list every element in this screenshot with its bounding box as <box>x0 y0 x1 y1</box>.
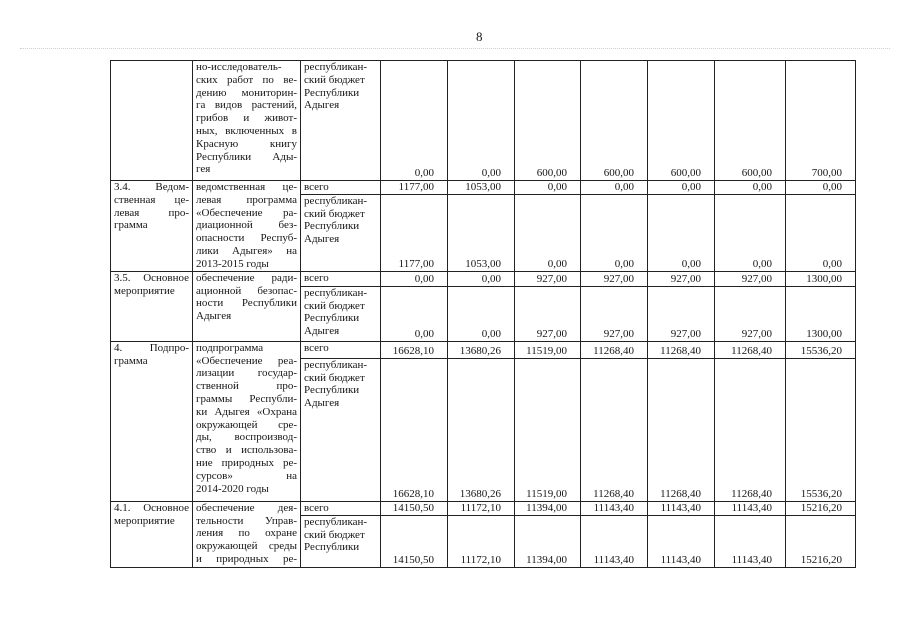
value-cell: 700,00 <box>786 61 856 181</box>
text-line: ский бюджет <box>304 207 365 220</box>
row-code <box>111 181 193 272</box>
value-cell: 11268,40 <box>581 358 648 501</box>
value-cell: 15536,20 <box>786 341 856 358</box>
value-cell: 14150,50 <box>381 501 448 515</box>
funding-source <box>301 515 381 567</box>
text-line: грамма <box>114 219 148 232</box>
value-cell: 1177,00 <box>381 181 448 195</box>
value-cell: 11143,40 <box>581 501 648 515</box>
value-cell: 11519,00 <box>515 341 581 358</box>
text-line: 4.1. Основное <box>114 501 189 514</box>
value-cell: 11394,00 <box>515 501 581 515</box>
value-cell: 927,00 <box>515 286 581 341</box>
text-line: граммы Республи- <box>196 392 297 405</box>
text-line: обеспечение ради- <box>196 271 297 284</box>
text-line: Республики <box>304 312 360 325</box>
text-line: ский бюджет <box>304 73 365 86</box>
text-line: республикан- <box>304 61 368 73</box>
value-cell: 0,00 <box>448 286 515 341</box>
value-cell: 0,00 <box>581 181 648 195</box>
value-cell: 14150,50 <box>381 515 448 567</box>
funding-source <box>301 501 381 515</box>
value-cell: 11143,40 <box>648 501 715 515</box>
text-line: всего <box>304 341 329 354</box>
text-line: республикан- <box>304 286 368 299</box>
value-cell: 927,00 <box>648 271 715 286</box>
value-cell: 0,00 <box>448 61 515 181</box>
text-line: ский бюджет <box>304 371 365 384</box>
value-cell: 15216,20 <box>786 501 856 515</box>
text-line: и природных ре- <box>196 552 297 565</box>
table-row <box>111 181 856 195</box>
funding-source <box>301 341 381 358</box>
page-number: 8 <box>476 29 483 44</box>
value-cell: 0,00 <box>381 286 448 341</box>
text-line: обеспечение дея- <box>196 501 297 514</box>
text-line: ности Республики <box>196 297 297 310</box>
value-cell: 11172,10 <box>448 515 515 567</box>
value-cell: 600,00 <box>648 61 715 181</box>
text-line: мероприятие <box>114 514 175 527</box>
row-code <box>111 341 193 501</box>
funding-source <box>301 194 381 271</box>
text-line: ственная це- <box>114 193 189 206</box>
funding-source <box>301 271 381 286</box>
text-line: окружающей сре- <box>196 418 297 431</box>
value-cell: 0,00 <box>515 194 581 271</box>
value-cell: 11268,40 <box>648 358 715 501</box>
funding-source <box>301 358 381 501</box>
value-cell: 15536,20 <box>786 358 856 501</box>
text-line: грибов и живот- <box>196 112 297 125</box>
value-cell: 927,00 <box>715 271 786 286</box>
table-row <box>111 501 856 515</box>
text-line: грамма <box>114 354 148 367</box>
row-description <box>193 271 301 341</box>
value-cell: 927,00 <box>581 271 648 286</box>
table-row <box>111 61 856 181</box>
value-cell: 0,00 <box>715 181 786 195</box>
value-cell: 0,00 <box>648 181 715 195</box>
text-line: Республики <box>304 541 360 554</box>
text-line: ных, включенных в <box>196 124 297 137</box>
text-line: Республики <box>304 220 360 233</box>
text-line: Республики Ады- <box>196 150 297 163</box>
value-cell: 13680,26 <box>448 341 515 358</box>
text-line: ственной про- <box>196 380 297 393</box>
value-cell: 15216,20 <box>786 515 856 567</box>
text-line: ационной безопас- <box>196 284 297 297</box>
text-line: республикан- <box>304 358 368 371</box>
funding-source <box>301 61 381 181</box>
text-line: «Обеспечение реа- <box>196 354 297 367</box>
text-line: гея <box>196 163 211 176</box>
value-cell: 11268,40 <box>648 341 715 358</box>
value-cell: 600,00 <box>515 61 581 181</box>
text-line: 2014-2020 годы <box>196 482 269 495</box>
value-cell: 11268,40 <box>581 341 648 358</box>
value-cell: 0,00 <box>515 181 581 195</box>
value-cell: 0,00 <box>448 271 515 286</box>
row-description <box>193 341 301 501</box>
text-line: га видов растений, <box>196 99 297 112</box>
value-cell: 11519,00 <box>515 358 581 501</box>
text-line: диационной без- <box>196 219 297 232</box>
text-line: 3.5. Основное <box>114 271 189 284</box>
value-cell: 11394,00 <box>515 515 581 567</box>
row-code <box>111 61 193 181</box>
text-line: но-исследователь- <box>196 61 282 73</box>
text-line: лизации государ- <box>196 367 297 380</box>
row-code <box>111 501 193 567</box>
value-cell: 1053,00 <box>448 194 515 271</box>
value-cell: 11143,40 <box>581 515 648 567</box>
row-description <box>193 61 301 181</box>
text-line: левая программа <box>196 193 297 206</box>
text-line: ки Адыгея «Охрана <box>196 405 297 418</box>
value-cell: 600,00 <box>715 61 786 181</box>
text-line: сурсов» на <box>196 469 297 482</box>
text-line: Адыгея <box>304 397 340 410</box>
text-line: ских работ по ве- <box>196 73 297 86</box>
value-cell: 0,00 <box>581 194 648 271</box>
text-line: Адыгея <box>304 325 340 338</box>
value-cell: 0,00 <box>381 271 448 286</box>
value-cell: 927,00 <box>715 286 786 341</box>
text-line: республикан- <box>304 515 368 528</box>
text-line: мероприятие <box>114 284 175 297</box>
text-line: Адыгея <box>196 310 232 323</box>
text-line: лики Адыгея» на <box>196 244 297 257</box>
value-cell: 927,00 <box>648 286 715 341</box>
value-cell: 1053,00 <box>448 181 515 195</box>
text-line: ский бюджет <box>304 299 365 312</box>
text-line: опасности Респуб- <box>196 232 297 245</box>
text-line: 2013-2015 годы <box>196 257 269 270</box>
text-line: подпрограмма <box>196 341 264 354</box>
text-line: всего <box>304 501 329 514</box>
row-description <box>193 501 301 567</box>
value-cell: 11268,40 <box>715 341 786 358</box>
value-cell: 11143,40 <box>715 515 786 567</box>
text-line: ский бюджет <box>304 528 365 541</box>
funding-source <box>301 181 381 195</box>
value-cell: 11143,40 <box>715 501 786 515</box>
value-cell: 16628,10 <box>381 341 448 358</box>
row-description <box>193 181 301 272</box>
value-cell: 1300,00 <box>786 271 856 286</box>
value-cell: 0,00 <box>648 194 715 271</box>
value-cell: 927,00 <box>515 271 581 286</box>
table-row <box>111 341 856 358</box>
value-cell: 11172,10 <box>448 501 515 515</box>
text-line: Красную книгу <box>196 137 297 150</box>
text-line: дению мониторин- <box>196 86 297 99</box>
budget-table <box>110 60 856 568</box>
text-line: ды, воспроизвод- <box>196 431 297 444</box>
text-line: тельности Управ- <box>196 514 297 527</box>
scan-noise-line <box>20 48 890 49</box>
row-code <box>111 271 193 341</box>
value-cell: 13680,26 <box>448 358 515 501</box>
text-line: ления по охране <box>196 527 297 540</box>
funding-source <box>301 286 381 341</box>
value-cell: 16628,10 <box>381 358 448 501</box>
text-line: Республики <box>304 384 360 397</box>
text-line: ство и использова- <box>196 444 297 457</box>
text-line: Республики <box>304 86 360 99</box>
value-cell: 11268,40 <box>715 358 786 501</box>
text-line: Адыгея <box>304 233 340 246</box>
value-cell: 0,00 <box>786 194 856 271</box>
text-line: всего <box>304 271 329 284</box>
value-cell: 927,00 <box>581 286 648 341</box>
value-cell: 600,00 <box>581 61 648 181</box>
text-line: республикан- <box>304 194 368 207</box>
text-line: ведомственная це- <box>196 181 297 193</box>
value-cell: 0,00 <box>381 61 448 181</box>
text-line: 4. Подпро- <box>114 341 189 354</box>
table-row <box>111 271 856 286</box>
text-line: «Обеспечение ра- <box>196 206 297 219</box>
text-line: Адыгея <box>304 99 340 112</box>
text-line: окружающей среды <box>196 540 297 553</box>
text-line: левая про- <box>114 206 189 219</box>
text-line: 3.4. Ведом- <box>114 181 189 193</box>
text-line: ние природных ре- <box>196 456 297 469</box>
value-cell: 0,00 <box>715 194 786 271</box>
value-cell: 1177,00 <box>381 194 448 271</box>
value-cell: 1300,00 <box>786 286 856 341</box>
text-line: всего <box>304 181 329 193</box>
value-cell: 11143,40 <box>648 515 715 567</box>
value-cell: 0,00 <box>786 181 856 195</box>
